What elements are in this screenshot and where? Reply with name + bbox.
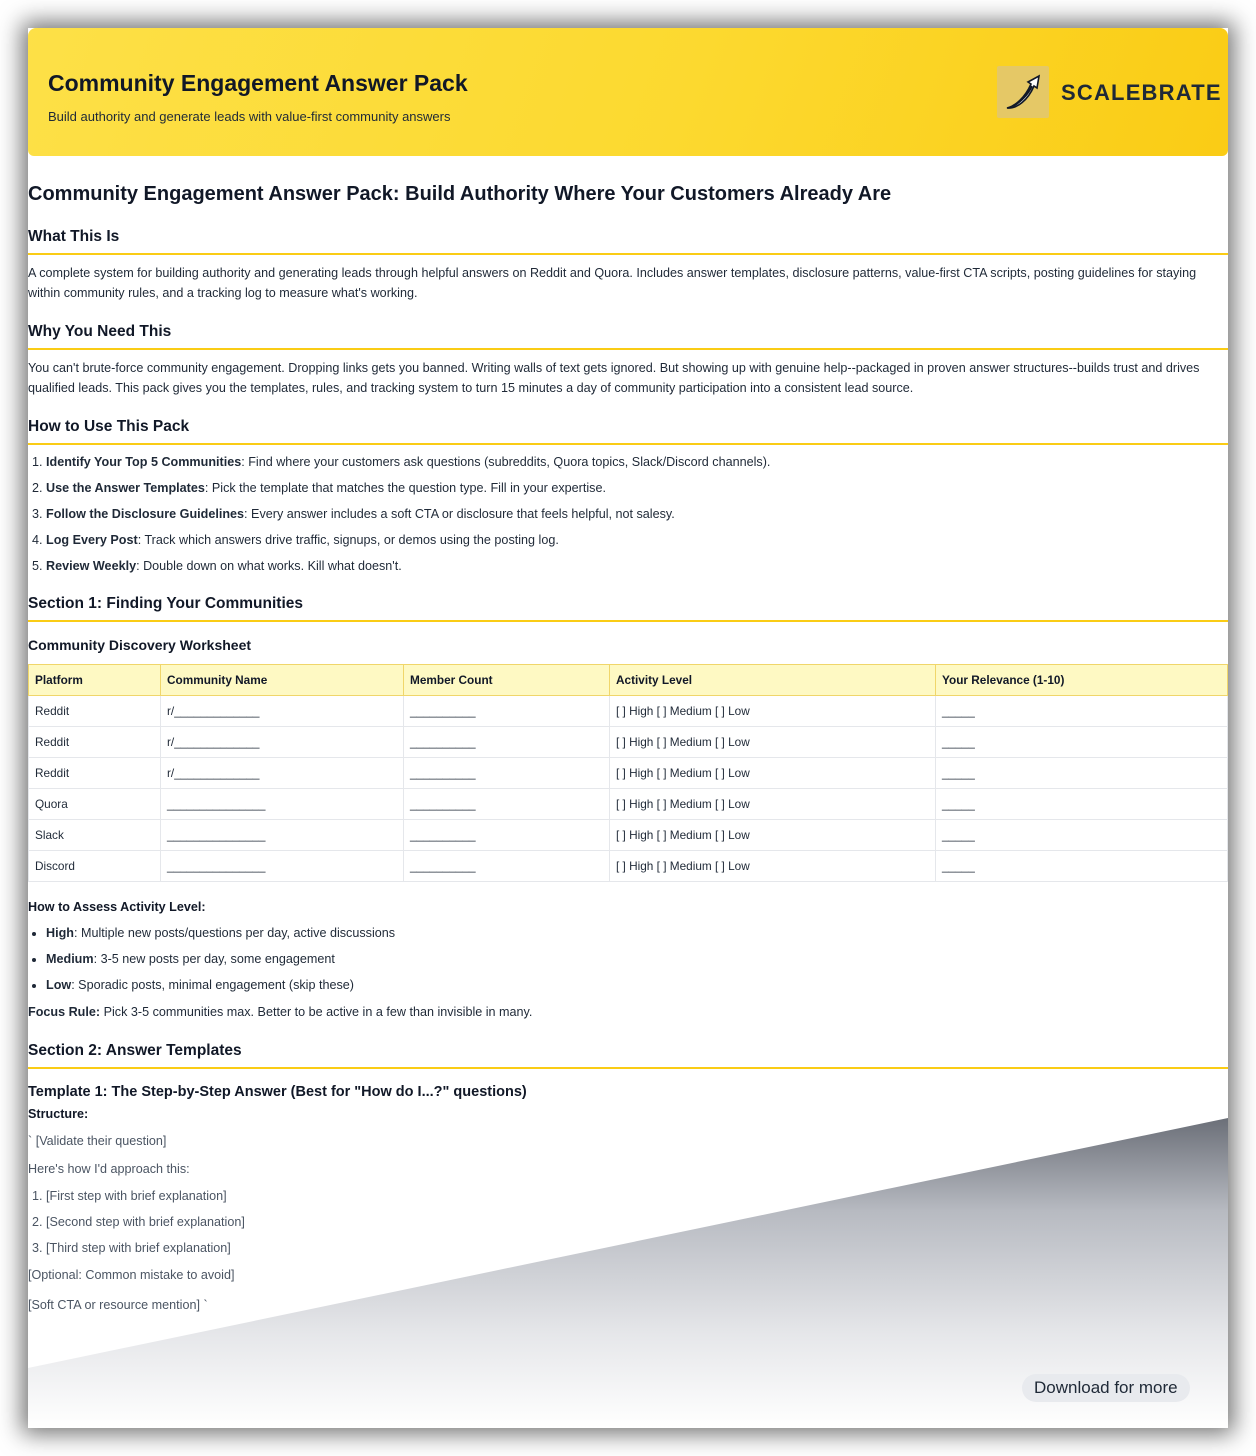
section2-heading: Section 2: Answer Templates bbox=[28, 1040, 1228, 1069]
community-worksheet-table bbox=[28, 664, 1228, 882]
list-item: 2. [Second step with brief explanation] bbox=[46, 1213, 1228, 1231]
table-cell: __________ bbox=[404, 820, 610, 851]
table-cell: [ ] High [ ] Medium [ ] Low bbox=[610, 789, 936, 820]
column-header: Platform bbox=[29, 665, 161, 696]
template1-title: Template 1: The Step-by-Step Answer (Best for "How do I...?" questions) bbox=[28, 1084, 527, 1100]
table-cell: Reddit bbox=[29, 758, 161, 789]
list-item: 4. Log Every Post: Track which answers drive traffic, signups, or demos using the posting log. bbox=[46, 531, 1228, 549]
header-subtitle: Build authority and generate leads with value-first community answers bbox=[48, 109, 451, 124]
what-heading: What This Is bbox=[28, 226, 1228, 255]
table-cell: _____ bbox=[936, 727, 1228, 758]
document-page bbox=[28, 28, 1228, 1428]
table-row bbox=[29, 789, 1228, 820]
table-row bbox=[29, 758, 1228, 789]
column-header: Your Relevance (1-10) bbox=[936, 665, 1228, 696]
soft-cta-line: [Soft CTA or resource mention] ` bbox=[28, 1298, 208, 1312]
table-cell: [ ] High [ ] Medium [ ] Low bbox=[610, 820, 936, 851]
worksheet-title: Community Discovery Worksheet bbox=[28, 637, 252, 653]
why-heading: Why You Need This bbox=[28, 321, 1228, 350]
table-cell: __________ bbox=[404, 789, 610, 820]
how-heading: How to Use This Pack bbox=[28, 416, 1228, 445]
validate-line: ` [Validate their question] bbox=[28, 1134, 167, 1148]
list-item: • Low: Sporadic posts, minimal engagement (skip these) bbox=[46, 976, 1228, 994]
document-title: Community Engagement Answer Pack: Build Authority Where Your Customers Already Are bbox=[28, 183, 892, 205]
table-cell: __________ bbox=[404, 696, 610, 727]
list-item: 3. Follow the Disclosure Guidelines: Every answer includes a soft CTA or disclosure that feels helpful, not salesy. bbox=[46, 505, 1228, 523]
table-cell: _______________ bbox=[161, 789, 404, 820]
table-cell: _____ bbox=[936, 789, 1228, 820]
list-item: 1. [First step with brief explanation] bbox=[46, 1187, 1228, 1205]
list-item: 2. Use the Answer Templates: Pick the template that matches the question type. Fill in your expertise. bbox=[46, 479, 1228, 497]
table-cell: __________ bbox=[404, 851, 610, 882]
table-cell: Reddit bbox=[29, 696, 161, 727]
header-banner bbox=[28, 28, 1228, 156]
table-row bbox=[29, 820, 1228, 851]
table-cell: [ ] High [ ] Medium [ ] Low bbox=[610, 696, 936, 727]
table-cell: _____ bbox=[936, 696, 1228, 727]
table-cell: Quora bbox=[29, 789, 161, 820]
header-title: Community Engagement Answer Pack bbox=[48, 70, 468, 96]
approach-line: Here's how I'd approach this: bbox=[28, 1162, 190, 1176]
table-cell: Slack bbox=[29, 820, 161, 851]
table-cell: _____ bbox=[936, 820, 1228, 851]
what-body: A complete system for building authority and generating leads through helpful answers on Reddit and Quora. Includes answer templates, disclosure patterns, value-first CTA scripts, posting guidelines for staying within community rules, and a tracking log to measure what's working. bbox=[28, 266, 1197, 300]
section1-heading: Section 1: Finding Your Communities bbox=[28, 593, 1228, 622]
table-cell: _______________ bbox=[161, 820, 404, 851]
table-cell: r/_____________ bbox=[161, 696, 404, 727]
column-header: Member Count bbox=[404, 665, 610, 696]
table-cell: __________ bbox=[404, 727, 610, 758]
table-cell: __________ bbox=[404, 758, 610, 789]
table-cell: _______________ bbox=[161, 851, 404, 882]
table-cell: _____ bbox=[936, 758, 1228, 789]
list-item: 5. Review Weekly: Double down on what works. Kill what doesn't. bbox=[46, 557, 1228, 575]
assess-heading: How to Assess Activity Level: bbox=[28, 900, 206, 914]
download-button[interactable]: Download for more bbox=[1022, 1374, 1190, 1402]
table-row bbox=[29, 727, 1228, 758]
activity-levels-list bbox=[28, 924, 1228, 994]
table-cell: r/_____________ bbox=[161, 727, 404, 758]
table-cell: [ ] High [ ] Medium [ ] Low bbox=[610, 727, 936, 758]
why-body: You can't brute-force community engagement. Dropping links gets you banned. Writing walls of text gets ignored. But showing up with genuine help--packaged in proven answer structures--builds trust and drives qualified leads. This pack gives you the templates, rules, and tracking system to turn 15 minutes a day of community participation into a consistent lead source. bbox=[28, 361, 1200, 395]
column-header: Community Name bbox=[161, 665, 404, 696]
table-cell: r/_____________ bbox=[161, 758, 404, 789]
table-cell: Reddit bbox=[29, 727, 161, 758]
table-cell: _____ bbox=[936, 851, 1228, 882]
list-item: 3. [Third step with brief explanation] bbox=[46, 1239, 1228, 1257]
document-body bbox=[28, 156, 1228, 1315]
brush-arrow-icon bbox=[997, 66, 1049, 118]
list-item: • Medium: 3-5 new posts per day, some engagement bbox=[46, 950, 1228, 968]
column-header: Activity Level bbox=[610, 665, 936, 696]
optional-line: [Optional: Common mistake to avoid] bbox=[28, 1268, 235, 1282]
table-row bbox=[29, 851, 1228, 882]
list-item: 1. Identify Your Top 5 Communities: Find where your customers ask questions (subreddits, Quora topics, Slack/Discord channels). bbox=[46, 453, 1228, 471]
structure-label: Structure: bbox=[28, 1107, 89, 1121]
table-cell: Discord bbox=[29, 851, 161, 882]
list-item: • High: Multiple new posts/questions per day, active discussions bbox=[46, 924, 1228, 942]
focus-rule: Focus Rule: Pick 3-5 communities max. Better to be active in a few than invisible in many. bbox=[28, 1005, 533, 1019]
brand-name: SCALEBRATE bbox=[1061, 80, 1222, 105]
table-row bbox=[29, 696, 1228, 727]
table-cell: [ ] High [ ] Medium [ ] Low bbox=[610, 758, 936, 789]
table-cell: [ ] High [ ] Medium [ ] Low bbox=[610, 851, 936, 882]
how-steps-list bbox=[28, 453, 1228, 575]
